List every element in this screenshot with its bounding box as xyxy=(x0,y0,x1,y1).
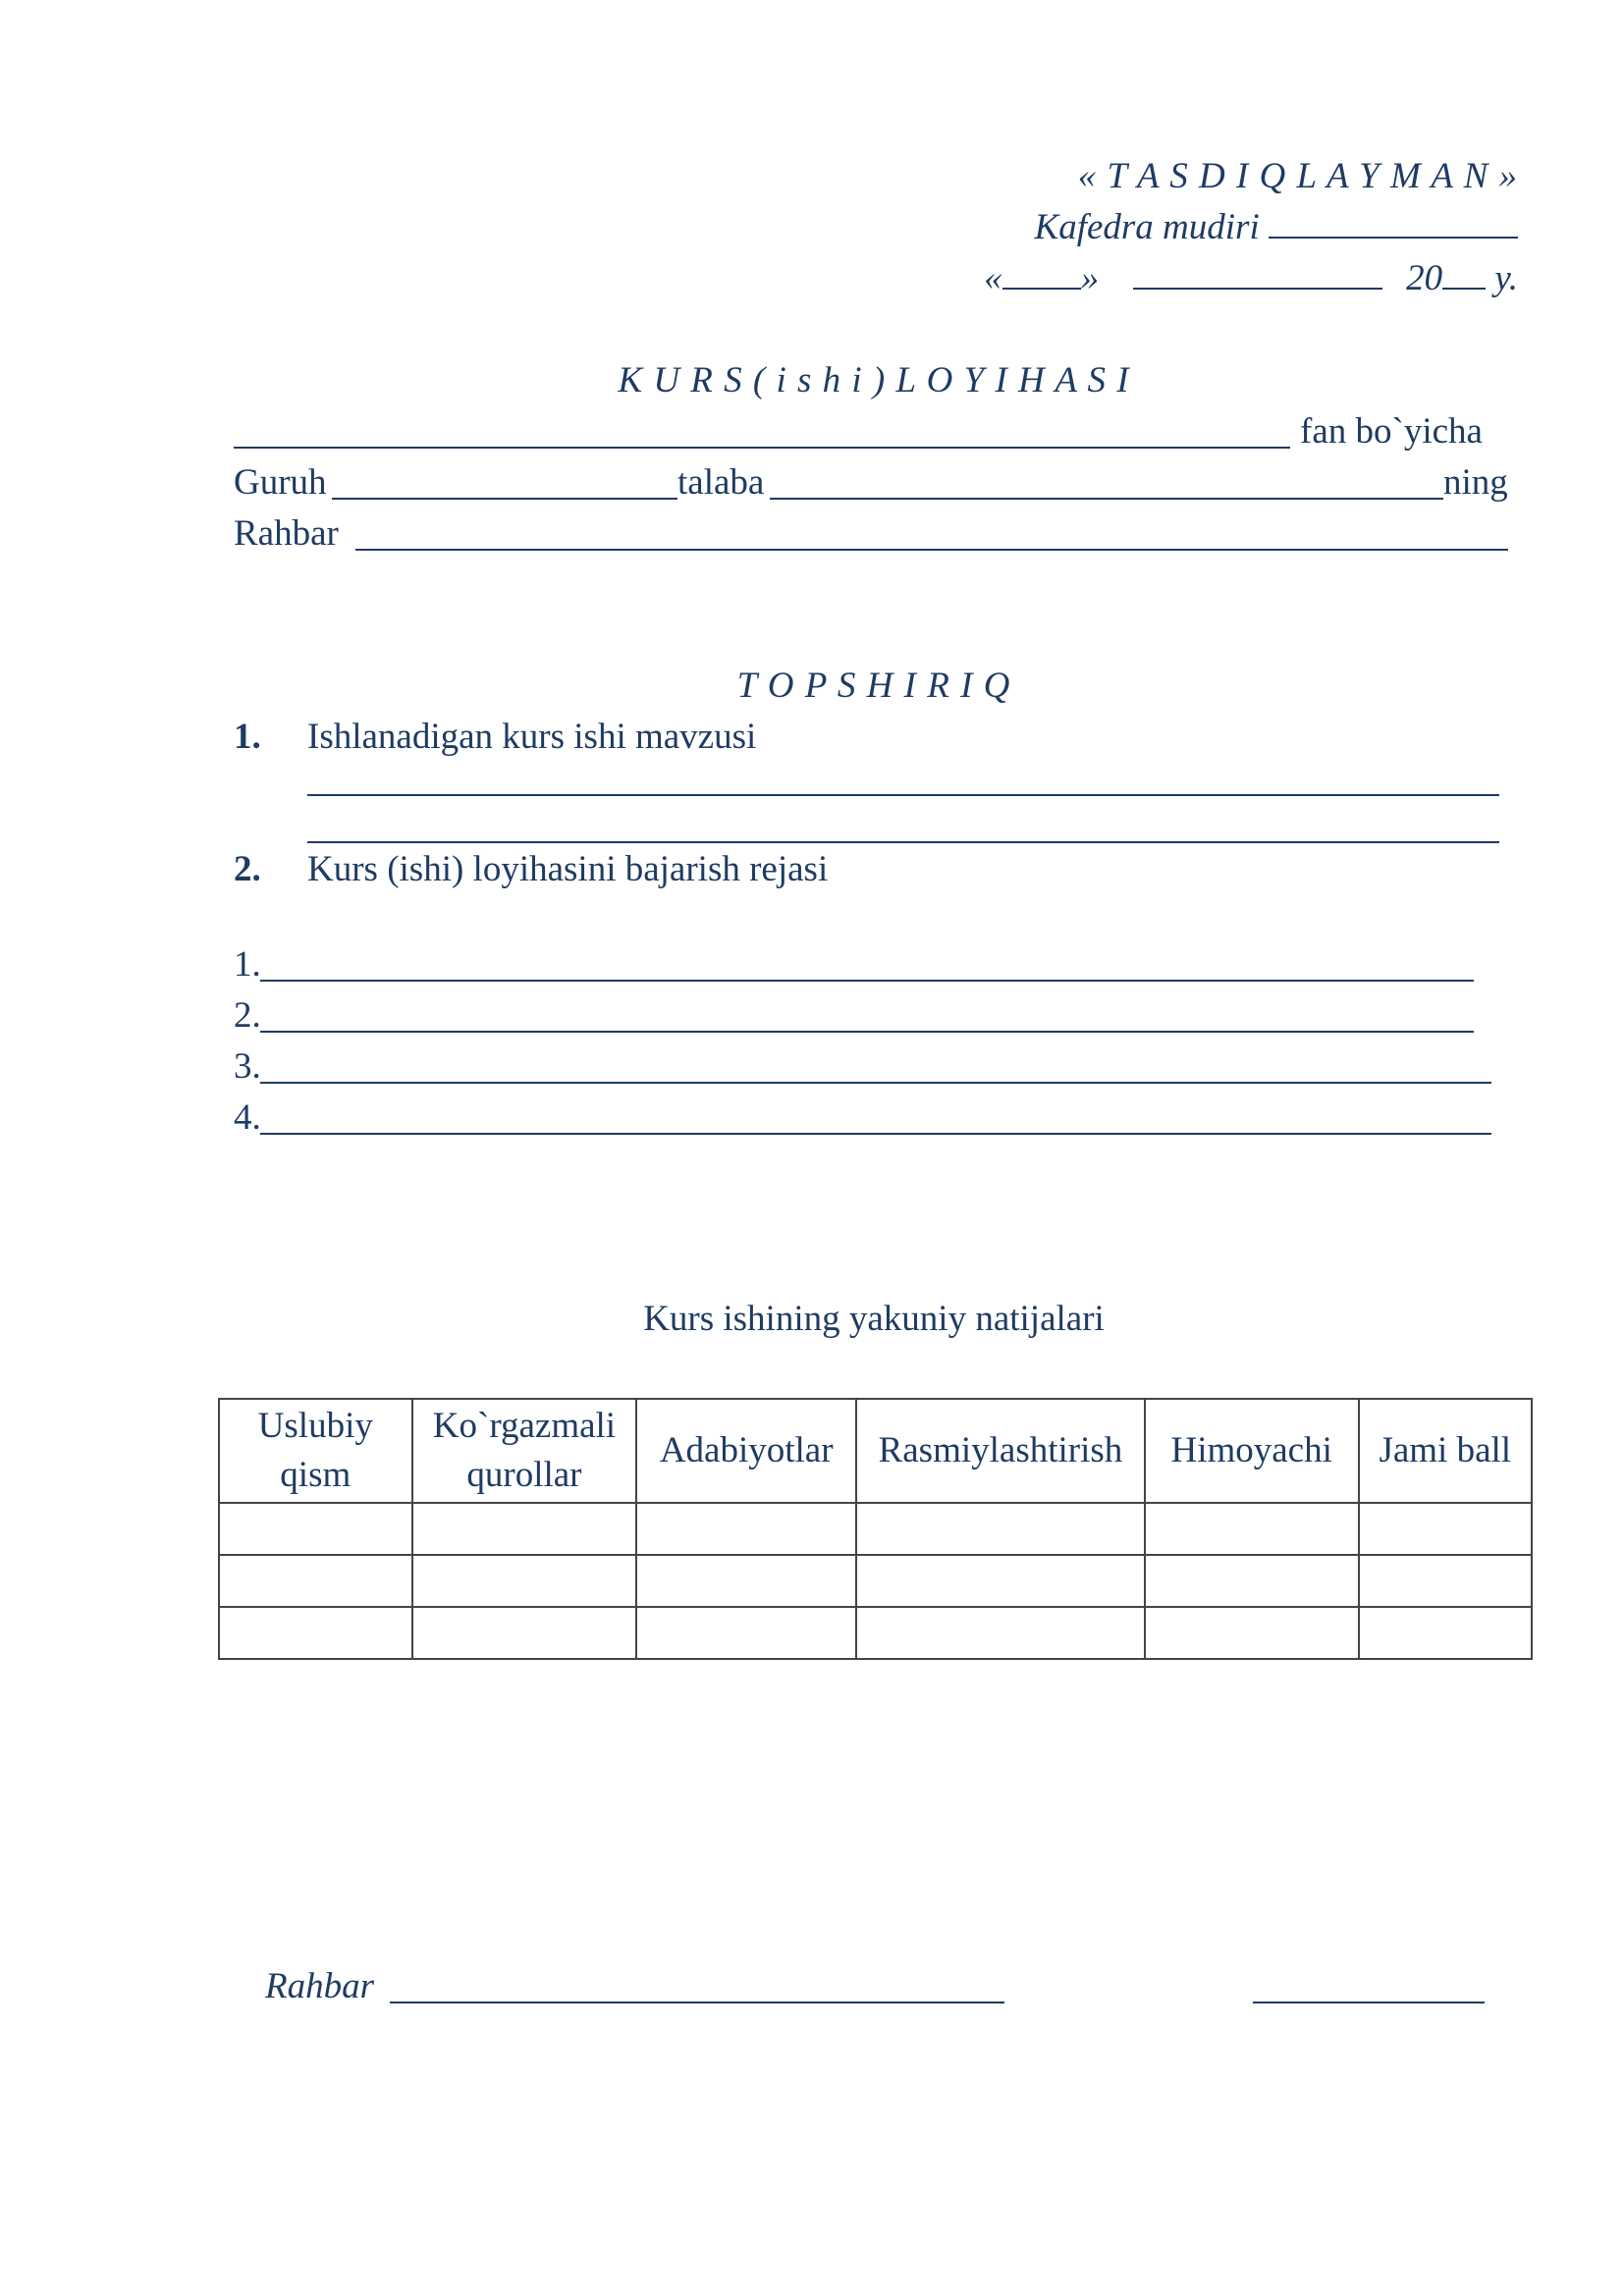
footer-supervisor-label: Rahbar xyxy=(265,1966,374,2006)
plan-item-2-number: 2. xyxy=(234,995,261,1036)
table-cell[interactable] xyxy=(636,1503,856,1555)
table-cell[interactable] xyxy=(1359,1607,1532,1659)
table-cell[interactable] xyxy=(219,1607,412,1659)
subject-field[interactable] xyxy=(234,447,1290,449)
table-cell[interactable] xyxy=(412,1555,637,1607)
results-title: Kurs ishining yakuniy natijalari xyxy=(643,1299,1105,1339)
plan-item-2-field[interactable] xyxy=(260,1031,1474,1033)
table-cell[interactable] xyxy=(856,1503,1145,1555)
date-close-quote: » xyxy=(1080,258,1100,298)
table-cell[interactable] xyxy=(856,1607,1145,1659)
header-defense: Himoyachi xyxy=(1145,1399,1359,1503)
topic-field-line-2[interactable] xyxy=(307,841,1499,843)
assignment-item1-label: Ishlanadigan kurs ishi mavzusi xyxy=(307,717,757,757)
table-row xyxy=(219,1503,1532,1555)
header-literature: Adabiyotlar xyxy=(636,1399,856,1503)
head-of-department-line xyxy=(1035,202,1518,253)
supervisor-label: Rahbar xyxy=(234,513,339,554)
table-cell[interactable] xyxy=(1359,1555,1532,1607)
plan-item-4-field[interactable] xyxy=(260,1133,1491,1135)
approval-day-field[interactable] xyxy=(1002,258,1081,290)
table-cell[interactable] xyxy=(412,1607,637,1659)
approval-year-field[interactable] xyxy=(1442,258,1486,290)
assignment-item2-number: 2. xyxy=(234,849,261,889)
table-cell[interactable] xyxy=(636,1607,856,1659)
project-title: K U R S ( i s h i ) L O Y I H A S I xyxy=(618,360,1130,400)
footer-signature-field[interactable] xyxy=(1253,2002,1485,2003)
header-total-score: Jami ball xyxy=(1359,1399,1532,1503)
plan-item-1-field[interactable] xyxy=(260,980,1474,982)
table-row xyxy=(219,1607,1532,1659)
subject-suffix: fan bo`yicha xyxy=(1300,411,1483,452)
table-cell[interactable] xyxy=(1145,1607,1359,1659)
table-cell[interactable] xyxy=(412,1503,637,1555)
table-cell[interactable] xyxy=(1145,1555,1359,1607)
approval-month-field[interactable] xyxy=(1133,258,1382,290)
header-formatting: Rasmiylashtirish xyxy=(856,1399,1145,1503)
plan-item-4-number: 4. xyxy=(234,1097,261,1138)
student-label: talaba xyxy=(677,462,765,503)
date-open-quote: « xyxy=(984,258,1002,298)
plan-item-1-number: 1. xyxy=(234,944,261,985)
assignment-title: T O P S H I R I Q xyxy=(736,666,1011,706)
group-label: Guruh xyxy=(234,462,327,503)
results-table xyxy=(218,1398,1533,1660)
footer-supervisor-name-field[interactable] xyxy=(390,2002,1004,2003)
header-visual-aids: Ko`rgazmali qurollar xyxy=(412,1399,637,1503)
approval-date-line xyxy=(984,253,1518,304)
student-suffix: ning xyxy=(1443,462,1508,503)
head-of-department-label: Kafedra mudiri xyxy=(1034,207,1260,247)
year-suffix: y. xyxy=(1494,258,1518,298)
table-cell[interactable] xyxy=(1359,1503,1532,1555)
topic-field-line-1[interactable] xyxy=(307,794,1499,796)
group-field[interactable] xyxy=(332,498,677,500)
plan-item-3-field[interactable] xyxy=(260,1082,1491,1084)
header-methodical-part: Uslubiy qism xyxy=(219,1399,412,1503)
table-cell[interactable] xyxy=(219,1555,412,1607)
assignment-item1-number: 1. xyxy=(234,717,261,757)
head-signature-field[interactable] xyxy=(1269,207,1518,239)
table-cell[interactable] xyxy=(1145,1503,1359,1555)
table-cell[interactable] xyxy=(219,1503,412,1555)
table-row xyxy=(219,1555,1532,1607)
results-header-row xyxy=(219,1399,1532,1503)
assignment-item2-label: Kurs (ishi) loyihasini bajarish rejasi xyxy=(307,849,829,889)
approval-title: « T A S D I Q L A Y M A N » xyxy=(1077,156,1518,196)
supervisor-field[interactable] xyxy=(355,549,1508,551)
year-prefix: 20 xyxy=(1406,258,1443,298)
plan-item-3-number: 3. xyxy=(234,1046,261,1087)
table-cell[interactable] xyxy=(636,1555,856,1607)
student-field[interactable] xyxy=(770,498,1443,500)
table-cell[interactable] xyxy=(856,1555,1145,1607)
